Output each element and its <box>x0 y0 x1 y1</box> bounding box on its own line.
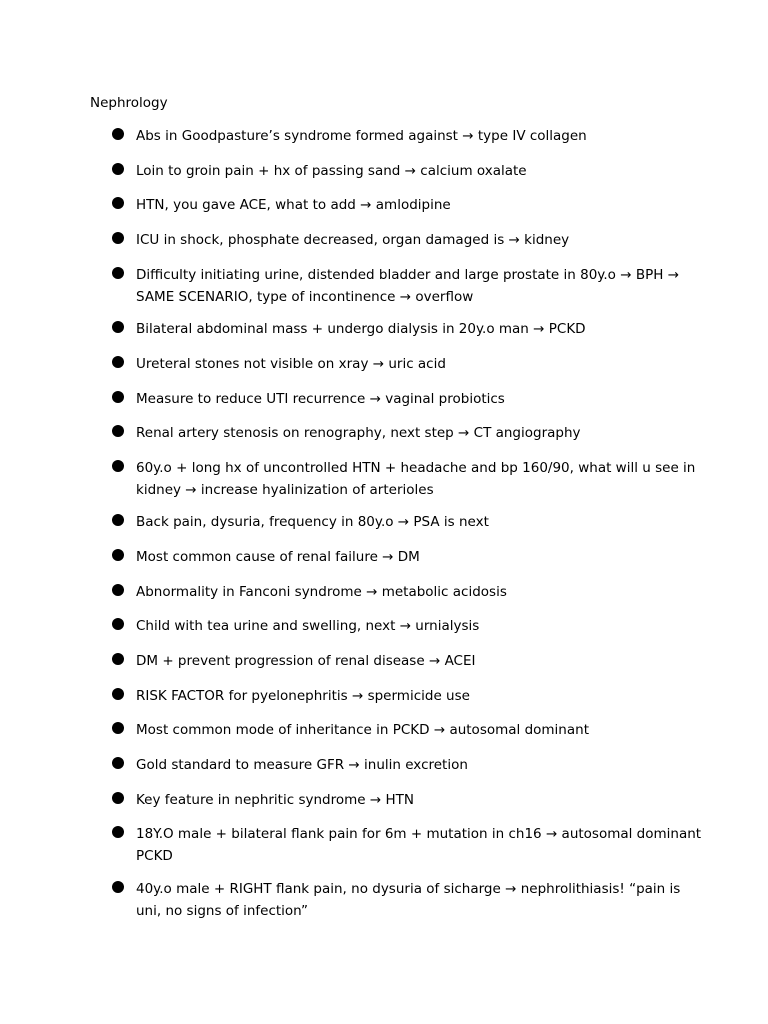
item-question: Difficulty initiating urine, distended bladder and large prostate in 80y.o <box>136 266 616 283</box>
item-answer: PCKD <box>548 321 586 338</box>
arrow-right-icon: → <box>428 653 441 670</box>
item-question: Ureteral stones not visible on xray <box>136 355 369 372</box>
bullet-icon <box>112 163 124 175</box>
bullet-icon <box>112 128 124 140</box>
bullet-icon <box>112 232 124 244</box>
item-answer: urnialysis <box>415 618 480 635</box>
item-answer: uric acid <box>388 355 446 372</box>
item-question: Abs in Goodpasture’s syndrome formed against <box>136 128 458 144</box>
list-item <box>112 264 702 308</box>
arrow-right-icon: → <box>397 514 410 531</box>
section-heading: Nephrology <box>90 95 168 111</box>
arrow-right-icon: → <box>360 197 372 214</box>
item-answer: ACEI <box>444 653 476 670</box>
item-text <box>136 460 695 498</box>
list-item <box>112 685 702 707</box>
list-item <box>112 789 702 811</box>
bullet-icon <box>112 722 124 734</box>
arrow-right-icon: → <box>399 618 411 635</box>
arrow-right-icon: → <box>667 266 679 283</box>
arrow-right-icon: → <box>382 548 394 565</box>
item-question: Gold standard to measure GFR <box>136 757 345 774</box>
item-question: ICU in shock, phosphate decreased, organ damaged is <box>136 232 505 249</box>
item-answer: DM <box>397 548 420 565</box>
item-answer: inulin excretion <box>364 757 468 774</box>
arrow-right-icon: → <box>545 826 558 843</box>
item-text <box>136 549 420 565</box>
arrow-right-icon: → <box>372 355 385 372</box>
bullet-icon <box>112 460 124 472</box>
item-text <box>136 321 586 337</box>
bullet-icon <box>112 792 124 804</box>
arrow-right-icon: → <box>533 321 545 338</box>
arrow-right-icon: → <box>185 481 197 498</box>
arrow-right-icon: → <box>458 425 470 442</box>
item-text <box>136 163 527 179</box>
bullet-icon <box>112 584 124 596</box>
list-item <box>112 457 702 501</box>
list-item <box>112 229 702 251</box>
arrow-right-icon: → <box>369 390 381 407</box>
item-answer: vaginal probiotics <box>385 390 505 407</box>
item-answer: metabolic acidosis <box>381 583 507 600</box>
arrow-right-icon: → <box>462 128 474 144</box>
item-answer: HTN <box>385 791 414 808</box>
arrow-right-icon: → <box>404 162 416 179</box>
item-answer: CT angiography <box>473 425 581 442</box>
bullet-icon <box>112 688 124 700</box>
item-text <box>136 356 446 372</box>
arrow-right-icon: → <box>369 791 382 808</box>
arrow-right-icon: → <box>348 757 360 774</box>
item-text <box>136 881 680 919</box>
item-question: Measure to reduce UTI recurrence <box>136 390 366 407</box>
item-question: Abnormality in Fanconi syndrome <box>136 583 362 600</box>
bullet-icon <box>112 618 124 630</box>
item-answer: nephrolithiasis! “pain is uni, no signs of infection” <box>136 880 681 919</box>
bullet-icon <box>112 267 124 279</box>
list-item <box>112 878 702 922</box>
item-answer: kidney <box>524 232 570 249</box>
item-question: DM + prevent progression of renal disease <box>136 653 425 670</box>
list-item <box>112 823 702 867</box>
list-item <box>112 581 702 603</box>
item-text <box>136 584 507 600</box>
item-text <box>136 826 701 864</box>
arrow-right-icon: → <box>505 880 517 897</box>
bullet-icon <box>112 391 124 403</box>
list-item <box>112 615 702 637</box>
item-answer: amlodipine <box>375 197 451 214</box>
bullet-icon <box>112 356 124 368</box>
item-question: Loin to groin pain + hx of passing sand <box>136 162 401 179</box>
bullet-icon <box>112 653 124 665</box>
list-item <box>112 125 702 147</box>
list-item <box>112 353 702 375</box>
list-item <box>112 754 702 776</box>
item-question: Back pain, dysuria, frequency in 80y.o <box>136 514 394 531</box>
list-item <box>112 388 702 410</box>
bullet-icon <box>112 826 124 838</box>
notes-list <box>112 125 702 932</box>
bullet-icon <box>112 321 124 333</box>
list-item <box>112 422 702 444</box>
item-text <box>136 232 569 248</box>
item-text <box>136 618 479 634</box>
arrow-right-icon: → <box>366 583 378 600</box>
item-question: 18Y.O male + bilateral flank pain for 6m + mutation in ch16 <box>136 826 542 843</box>
bullet-icon <box>112 757 124 769</box>
item-text <box>136 197 451 213</box>
bullet-icon <box>112 197 124 209</box>
list-item <box>112 194 702 216</box>
item-text <box>136 128 587 144</box>
list-item <box>112 546 702 568</box>
item-question: Most common cause of renal failure <box>136 548 378 565</box>
list-item <box>112 650 702 672</box>
list-item <box>112 318 702 340</box>
bullet-icon <box>112 425 124 437</box>
item-text <box>136 267 679 305</box>
bullet-icon <box>112 514 124 526</box>
item-question: RISK FACTOR for pyelonephritis <box>136 687 348 704</box>
item-question: HTN, you gave ACE, what to add <box>136 197 356 214</box>
arrow-right-icon: → <box>620 266 632 283</box>
item-text <box>136 688 470 704</box>
item-answer: spermicide use <box>367 687 470 704</box>
item-question: 60y.o + long hx of uncontrolled HTN + headache and bp 160/90, what will u see in kidney <box>136 459 696 498</box>
item-answer: autosomal dominant PCKD <box>136 826 702 865</box>
list-item <box>112 511 702 533</box>
item-question: Most common mode of inheritance in PCKD <box>136 722 430 739</box>
item-text <box>136 425 581 441</box>
item-question: Child with tea urine and swelling, next <box>136 618 396 635</box>
item-text <box>136 757 468 773</box>
item-text <box>136 514 489 530</box>
item-answer: type IV collagen <box>477 128 587 144</box>
item-question-extra: SAME SCENARIO, type of incontinence <box>136 288 396 305</box>
item-question: Key feature in nephritic syndrome <box>136 791 366 808</box>
list-item <box>112 719 702 741</box>
item-answer: PSA is next <box>413 514 489 531</box>
item-answer: calcium oxalate <box>420 162 527 179</box>
bullet-icon <box>112 881 124 893</box>
item-text <box>136 792 414 808</box>
arrow-right-icon: → <box>351 687 364 704</box>
item-text <box>136 722 589 738</box>
item-question: Bilateral abdominal mass + undergo dialysis in 20y.o man <box>136 321 529 338</box>
item-question: 40y.o male + RIGHT flank pain, no dysuria of sicharge <box>136 880 501 897</box>
item-answer: autosomal dominant <box>449 722 589 739</box>
item-text <box>136 391 505 407</box>
list-item <box>112 160 702 182</box>
item-question: Renal artery stenosis on renography, next step <box>136 425 454 442</box>
arrow-right-icon: → <box>433 722 446 739</box>
bullet-icon <box>112 549 124 561</box>
arrow-right-icon: → <box>508 232 520 249</box>
item-answer: BPH <box>635 266 664 283</box>
item-answer-extra: overflow <box>415 288 474 305</box>
arrow-right-icon: → <box>399 288 412 305</box>
item-answer: increase hyalinization of arterioles <box>200 481 434 498</box>
item-text <box>136 653 476 669</box>
